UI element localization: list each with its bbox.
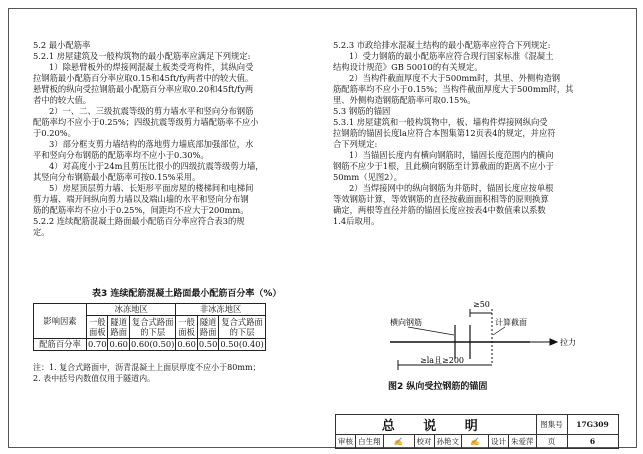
- table-subheader: 隧道 路面: [108, 316, 129, 339]
- design-label: 设计: [489, 435, 509, 449]
- text-line: 5.2.3 市政给排水混凝土结构的最小配筋率应符合下列规定:: [333, 40, 551, 50]
- label-section: 计算截面: [495, 318, 527, 327]
- text-line: 确定，两根等直径并筋的锚固长度应按表4中数值乘以系数: [333, 205, 546, 215]
- text-line: 配筋率均不应小于0.25%；四级抗震等级剪力墙配筋率不应小: [33, 117, 259, 127]
- text-line: 2）当构件截面厚度不大于500mm时，其里、外侧构造钢: [349, 73, 561, 83]
- text-line: 1.4后取用。: [333, 216, 380, 226]
- figure-caption: 图2 纵向受拉钢筋的锚固: [388, 382, 488, 392]
- table-subheader: 复合式路面 的下层: [219, 316, 265, 339]
- text-line: 剪力墙、端开间纵向剪力墙以及端山墙的水平和竖向分布钢: [33, 194, 249, 204]
- page-number: 6: [567, 435, 618, 449]
- text-line: 5.2.1 房屋建筑及一般构筑物的最小配筋率应满足下列规定:: [33, 51, 251, 61]
- text-line: 等效钢筋计算，等效钢筋的直径按截面面积相等的原则换算: [333, 194, 549, 204]
- text-line: 1）除悬臂板外的焊接网混凝土板类受弯构件，其纵向受: [49, 62, 254, 72]
- text-line: 1）受力钢筋的最小配筋率应符合现行国家标准《混凝土: [349, 51, 554, 61]
- right-column: [333, 40, 621, 227]
- designer-name: 朱爱萍: [509, 435, 537, 449]
- text-line: 2）当焊接网中的纵向钢筋为并筋时，锚固长度应按单根: [349, 183, 554, 193]
- page-label: 页: [536, 435, 567, 449]
- atlas-label: 图集号: [536, 415, 567, 435]
- leader-section: [493, 327, 505, 335]
- checker-name: 孙艳文: [434, 435, 462, 449]
- text-line: 钢筋不应少于1根，且此横向钢筋至计算截面的距离不应小于: [333, 161, 554, 171]
- table-subheader: 隧道 路面: [197, 316, 218, 339]
- text-line: 拉钢筋最小配筋百分率应取0.15和45ft/fy两者中的较大值。: [33, 73, 254, 83]
- table-cell: 0.60: [177, 339, 196, 349]
- text-line: 5.3 钢筋的锚固: [333, 106, 391, 116]
- anchorage-figure: [380, 295, 580, 375]
- text-line: 其竖向分布钢筋最小配筋率可按0.15%采用。: [33, 172, 201, 182]
- text-line: 5）房屋顶层剪力墙、长矩形平面房屋的楼梯间和电梯间: [49, 183, 254, 193]
- title-block: [335, 414, 619, 449]
- text-line: 筋配筋率均不应小于0.15%；当构件截面厚度大于500mm时，其: [333, 84, 574, 94]
- table-subheader: 一般 面板: [87, 316, 108, 339]
- checker-signature: ✍: [462, 435, 489, 449]
- text-line: 定。: [33, 227, 50, 237]
- left-column: [33, 40, 323, 238]
- text-line: 悬臂板的纵向受拉钢筋最小配筋百分率应取0.20和45ft/fy两: [33, 84, 254, 94]
- table-header-factor: 影响因素: [34, 304, 87, 339]
- atlas-number: 17G309: [567, 415, 618, 435]
- reviewer-signature: ✍: [383, 435, 414, 449]
- text-line: 5.3.1 房屋建筑和一般构筑物中，板、墙构件焊接网纵向受: [333, 117, 548, 127]
- table-cell: 0.60(0.50): [130, 339, 175, 349]
- text-line: 结构设计规范》GB 50010的有关规定。: [333, 62, 483, 72]
- table-subheader: 复合式路面 的下层: [129, 316, 175, 339]
- review-label: 审核: [336, 435, 356, 449]
- table-group-nonfrozen: 非冰冻地区: [176, 304, 265, 316]
- table-group-frozen: 冰冻地区: [87, 304, 176, 316]
- table-row-label: 配筋百分率: [34, 339, 87, 351]
- text-line: 1）当锚固长度内有横向钢筋时，锚固长度范围内的横向: [349, 150, 554, 160]
- text-line: 5.2.2 连续配筋混凝土路面最小配筋百分率应符合表3的规: [33, 216, 245, 226]
- text-line: 合下列规定:: [333, 139, 378, 149]
- label-50: ≥50: [473, 300, 490, 309]
- text-line: 5.2 最小配筋率: [33, 40, 91, 50]
- check-label: 校对: [414, 435, 434, 449]
- min-reinforcement-table: [33, 303, 266, 351]
- text-line: 3）部分框支剪力墙结构的落地剪力墙底部加强部位，水: [49, 139, 254, 149]
- table-notes: [33, 362, 261, 384]
- text-line: 筋的配筋率均不应小于0.25%，间距均不应大于200mm。: [33, 205, 249, 215]
- text-line: 里、外侧构造钢筋配筋率可取0.15%。: [333, 95, 476, 105]
- table-cell: 0.50(0.40): [220, 339, 264, 349]
- text-line: 2）一、二、三级抗震等级的剪力墙水平和竖向分布钢筋: [49, 106, 254, 116]
- text-line: 者中的较大值。: [33, 95, 92, 105]
- table-cell: 0.60: [109, 339, 128, 349]
- text-line: 于0.20%。: [33, 128, 76, 138]
- label-tension: 拉力: [560, 338, 576, 347]
- table-subheader: 一般 面板: [176, 316, 197, 339]
- reviewer-name: 白生翔: [356, 435, 384, 449]
- table-cell: 0.70: [88, 339, 107, 349]
- table-cell: 0.50: [198, 339, 218, 349]
- text-line: 平和竖向分布钢筋的配筋率均不应小于0.30%。: [33, 150, 209, 160]
- leader-transverse: [408, 327, 454, 335]
- table-note: 2. 表中括号内数值仅用于隧道内。: [33, 374, 156, 383]
- text-line: 拉钢筋的锚固长度la应符合本图集第12页表4的规定，并应符: [333, 128, 556, 138]
- table-title: 表3 连续配筋混凝土路面最小配筋百分率（%）: [92, 289, 282, 299]
- label-la: ≥la且≥200: [420, 356, 465, 365]
- table-note: 注：1. 复合式路面中，沥青混凝土上面层厚度不应小于80mm；: [33, 363, 261, 372]
- text-line: 50mm（见图2）。: [333, 172, 402, 182]
- tension-arrowhead: [550, 339, 557, 345]
- text-line: 4）对高度小于24m且剪压比很小的四级抗震等级剪力墙，: [49, 161, 264, 171]
- label-transverse: 横向钢筋: [390, 318, 422, 327]
- sheet-title: 总 说 明: [336, 415, 537, 435]
